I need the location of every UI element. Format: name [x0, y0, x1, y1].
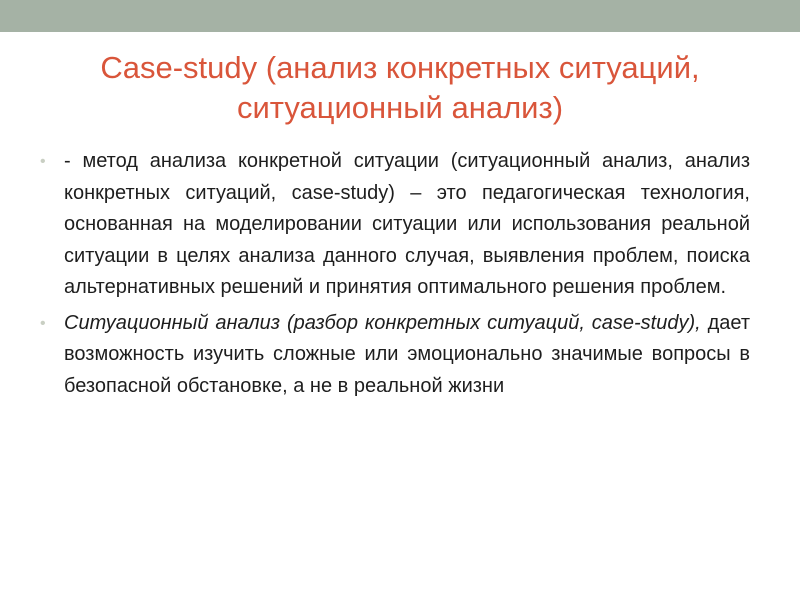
bullet-italic-term: Ситуационный анализ (разбор конкретных ситуаций, case-study),	[64, 311, 701, 334]
bullet-text-situational-analysis: дает возможность изучить сложные или эмоционально значимые вопросы в безопасной обстановке, а не в реальной жизни	[64, 311, 751, 397]
top-decorative-band	[0, 0, 800, 32]
bullet-text-definition: - метод анализа конкретной ситуации (ситуационный анализ, анализ конкретных ситуаций, case-study) – это педагогическая технология, основанная на моделировании ситуации или использования реальной ситуации в целях анализа данного случая, выявления проблем, поиска альтернативных решений и принятия оптимального решения проблем.	[64, 150, 750, 298]
bullet-list	[40, 146, 750, 406]
bullet-dot-icon: •	[40, 153, 46, 170]
slide-title: Case-study (анализ конкретных ситуаций, ситуационный анализ)	[100, 50, 700, 125]
bullet-item-situational-analysis	[40, 308, 750, 403]
bullet-item-definition	[40, 146, 750, 304]
bullet-dot-icon: •	[40, 314, 46, 332]
